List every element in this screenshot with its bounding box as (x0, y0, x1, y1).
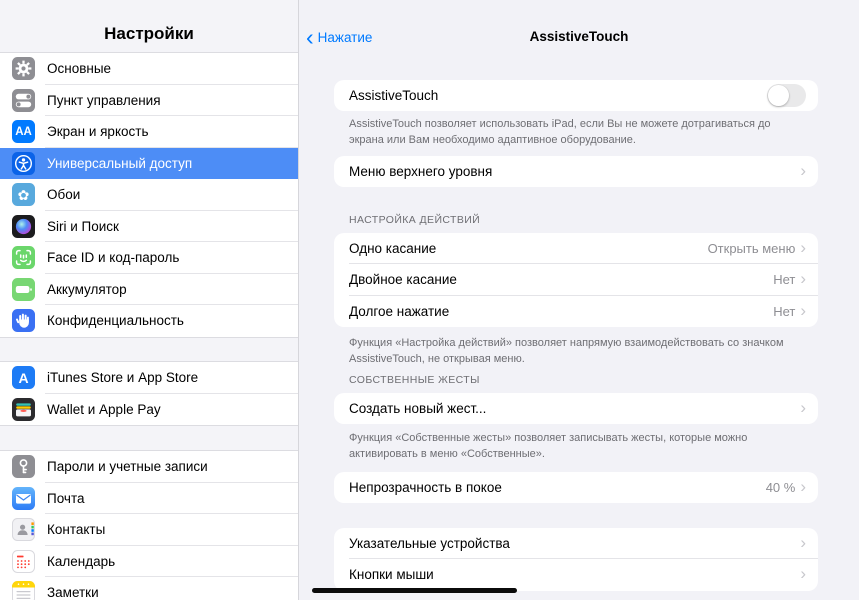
sidebar-item-label: Wallet и Apple Pay (47, 401, 161, 417)
row-value: Открыть меню (707, 241, 796, 257)
settings-sidebar (0, 0, 299, 600)
sidebar-item-label: Основные (47, 61, 112, 77)
sidebar-item-contacts[interactable] (0, 514, 298, 546)
gear-icon (12, 57, 35, 80)
row-label: Долгое нажатие (349, 303, 450, 319)
sidebar-item-label: Обои (47, 187, 81, 203)
mail-icon (12, 487, 35, 510)
privacy-hand-icon (12, 309, 35, 332)
wallet-icon (12, 398, 35, 421)
row-label: Создать новый жест... (349, 401, 487, 417)
switch-knob (768, 85, 789, 106)
top-menu-card (334, 156, 818, 187)
sidebar-item-label: Экран и яркость (47, 124, 149, 140)
sidebar-item-faceid[interactable] (0, 242, 298, 274)
row-label: Непрозрачность в покое (349, 480, 502, 496)
back-label: Нажатие (317, 29, 373, 45)
row-label: Указательные устройства (349, 536, 510, 552)
chevron-right-icon: › (800, 300, 806, 320)
opacity-card (334, 472, 818, 503)
notes-icon (12, 581, 35, 600)
assistivetouch-switch[interactable] (767, 84, 806, 107)
sidebar-item-label: Аккумулятор (47, 281, 127, 297)
calendar-icon (12, 550, 35, 573)
row-create-gesture[interactable] (334, 393, 818, 424)
wallpaper-icon: ✿ (12, 183, 35, 206)
contacts-icon (12, 518, 35, 541)
chevron-right-icon: › (800, 564, 806, 584)
assistivetouch-footer: AssistiveTouch позволяет использовать iPad, если Вы не можете дотрагиваться до экрана или Вам необходимо адаптивное оборудование. (349, 118, 771, 146)
sidebar-item-passwords[interactable] (0, 451, 298, 483)
sidebar-group-1 (0, 52, 298, 338)
sidebar-item-label: Пароли и учетные записи (47, 459, 208, 475)
sidebar-item-label: Конфиденциальность (47, 313, 184, 329)
sidebar-item-label: iTunes Store и App Store (47, 370, 199, 386)
sidebar-item-wallpaper[interactable] (0, 179, 298, 211)
row-label: Кнопки мыши (349, 567, 434, 583)
sidebar-item-siri[interactable] (0, 211, 298, 243)
sidebar-item-label: Универсальный доступ (47, 155, 193, 171)
sidebar-item-itunes-appstore[interactable] (0, 362, 298, 394)
sidebar-item-label: Почта (47, 490, 85, 506)
chevron-right-icon: › (800, 398, 806, 418)
sidebar-item-general[interactable] (0, 53, 298, 85)
chevron-right-icon: › (800, 477, 806, 497)
siri-icon (12, 215, 35, 238)
row-idle-opacity[interactable] (334, 472, 818, 503)
sidebar-group-3 (0, 450, 298, 600)
page-title: AssistiveTouch (529, 29, 629, 44)
sidebar-item-battery[interactable] (0, 274, 298, 306)
row-pointer-devices[interactable] (334, 528, 818, 559)
sidebar-item-control-center[interactable] (0, 85, 298, 117)
row-label: Одно касание (349, 241, 437, 257)
sidebar-item-label: Face ID и код-пароль (47, 250, 180, 266)
sidebar-item-wallet[interactable] (0, 394, 298, 426)
row-label: AssistiveTouch (349, 88, 439, 104)
actions-card (334, 233, 818, 327)
sidebar-group-2 (0, 361, 298, 426)
display-brightness-icon: AA (12, 120, 35, 143)
row-top-level-menu[interactable] (334, 156, 818, 187)
actions-footer: Функция «Настройка действий» позволяет напрямую взаимодействовать со значком AssistiveTouch, не открывая меню. (349, 337, 784, 365)
row-value: Нет (773, 272, 796, 288)
chevron-left-icon: ‹ (306, 24, 314, 50)
section-header-gestures: СОБСТВЕННЫЕ ЖЕСТЫ (349, 374, 480, 386)
sidebar-item-label: Siri и Поиск (47, 218, 119, 234)
sidebar-item-accessibility[interactable] (0, 148, 298, 180)
section-header-actions: НАСТРОЙКА ДЕЙСТВИЙ (349, 214, 481, 226)
gestures-card (334, 393, 818, 424)
assistivetouch-toggle-row (334, 80, 818, 111)
row-value: Нет (773, 303, 796, 319)
row-value: 40 % (765, 480, 796, 496)
sidebar-item-label: Заметки (47, 585, 99, 600)
home-indicator[interactable] (312, 588, 517, 593)
control-center-icon (12, 89, 35, 112)
app-store-icon: A (12, 366, 35, 389)
sidebar-item-label: Календарь (47, 553, 116, 569)
chevron-right-icon: › (800, 533, 806, 553)
sidebar-item-privacy[interactable] (0, 305, 298, 337)
sidebar-item-notes[interactable] (0, 577, 298, 600)
row-label: Меню верхнего уровня (349, 164, 493, 180)
row-single-tap[interactable] (334, 233, 818, 264)
sidebar-item-label: Пункт управления (47, 92, 161, 108)
assistivetouch-toggle-card (334, 80, 818, 111)
chevron-right-icon: › (800, 161, 806, 181)
battery-icon (12, 278, 35, 301)
accessibility-icon (12, 152, 35, 175)
sidebar-item-display[interactable] (0, 116, 298, 148)
sidebar-item-label: Контакты (47, 522, 106, 538)
row-label: Двойное касание (349, 272, 457, 288)
face-id-icon (12, 246, 35, 269)
row-long-press[interactable] (334, 296, 818, 327)
key-icon (12, 455, 35, 478)
pointer-card (334, 528, 818, 591)
sidebar-title: Настройки (104, 24, 194, 43)
sidebar-item-calendar[interactable] (0, 546, 298, 578)
assistivetouch-panel (299, 0, 859, 600)
gestures-footer: Функция «Собственные жесты» позволяет записывать жесты, которые можно активировать в меню «Собственные». (349, 432, 748, 460)
sidebar-item-mail[interactable] (0, 483, 298, 515)
chevron-right-icon: › (800, 238, 806, 258)
row-double-tap[interactable] (334, 264, 818, 295)
chevron-right-icon: › (800, 269, 806, 289)
row-mouse-keys[interactable] (334, 559, 818, 590)
